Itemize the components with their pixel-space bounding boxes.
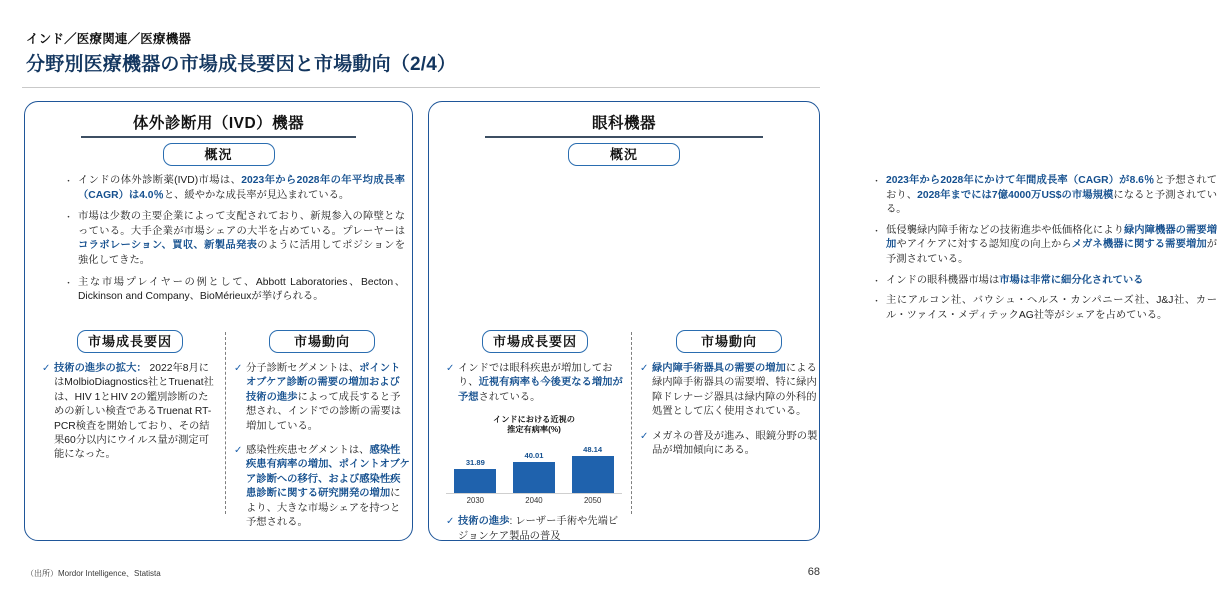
panel-ivd-growth-list: [42, 362, 218, 473]
list-item: ・ 市場は少数の主要企業によって支配されており、新規参入の障壁となっている。大手企業が市場シェアの大半を占めている。プレーヤーはコラボレーション、買収、新製品発表のように活用してポジションを強化してきた。: [65, 210, 405, 268]
list-item: ・ インドの体外診断薬(IVD)市場は、2023年から2028年の年平均成長率（CAGR）は4.0％と、緩やかな成長率が見込まれている。: [65, 174, 405, 203]
panel-ophthalmology-growth-column: [443, 330, 627, 542]
source-note: （出所）Mordor Intelligence、Statista: [26, 569, 161, 578]
panel-ophthalmology-overview-list: [873, 174, 1217, 329]
panel-ophthalmology-overview-label: 概況: [568, 143, 680, 166]
chart-x-tick: 2040: [525, 496, 543, 506]
panel-ophthalmology-trend-label: 市場動向: [676, 330, 782, 353]
panel-ophthalmology: [428, 101, 1217, 542]
list-item: ✓ メガネの普及が進み、眼鏡分野の製品が増加傾向にある。: [640, 430, 818, 459]
list-item: ✓ 分子診断セグメントは、ポイントオブケア診断の需要の増加および技術の進歩によって成長すると予想され、インドでの診断の需要は増加している。: [234, 362, 410, 434]
panel-ivd-trend-column: [231, 330, 413, 532]
chart-title-line-1: インドにおける近視の: [493, 415, 575, 425]
panel-ophthalmology-growth-list: [446, 362, 624, 554]
panel-ophthalmology-columns: [437, 330, 818, 542]
panel-ivd-columns: [33, 330, 410, 532]
column-divider: [225, 332, 226, 514]
chart-x-tick: 2030: [466, 496, 484, 506]
chart-bar-value-label: 31.89: [465, 458, 485, 468]
page-title: 分野別医療機器の市場成長要因と市場動向（2/4）: [26, 54, 457, 75]
chart-bar-value-label: 48.14: [583, 445, 603, 455]
list-item: ✓ 感染性疾患セグメントは、感染性疾患有病率の増加、ポイントオブケア診断への移行、および感染性疾患診断に関する研究開発の増加により、大きな市場シェアを持つと予想される。: [234, 444, 410, 530]
chart-bar: [454, 469, 496, 493]
list-item: ・ 2023年から2028年にかけて年間成長率（CAGR）が8.6％と予想されており、2028年までには7億4000万US$の市場規模になると予測されている。: [873, 174, 1217, 218]
panel-ivd-heading-underline: [81, 136, 356, 138]
panel-ophthalmology-growth-label: 市場成長要因: [482, 330, 588, 353]
panel-ivd-overview-label: 概況: [163, 143, 275, 166]
page-number: 68: [807, 566, 820, 578]
panel-ivd-heading: 体外診断用（IVD）機器: [132, 115, 305, 132]
breadcrumb-kicker: インド／医療関連／医療機器: [26, 32, 192, 46]
panel-ophthalmology-heading: 眼科機器: [591, 115, 656, 132]
panel-ivd-growth-label: 市場成長要因: [77, 330, 183, 353]
header-divider: [22, 87, 820, 88]
chart-x-tick: 2050: [583, 496, 602, 506]
column-divider: [631, 332, 632, 514]
list-item: ✓ インドでは眼科疾患が増加しており、近視有病率も今後更なる増加が予想されている。: [446, 362, 624, 405]
chart-bar-value-label: 40.01: [524, 451, 544, 461]
chart-plot-area: [446, 437, 622, 494]
list-item: ✓ 緑内障手術器具の需要の増加による緑内障手術器具の需要増、特に緑内障ドレナージ器具は緑内障の外科的処置として広く使用されている。: [640, 362, 818, 420]
list-item: ・ インドの眼科機器市場は市場は非常に細分化されている: [873, 274, 1217, 289]
list-item: ・ 主にアルコン社、バウシュ・ヘルス・カンパニーズ社、J&J社、カール・ツァイス・メディテックAG社等がシェアを占めている。: [873, 294, 1217, 323]
panel-ivd-trend-label: 市場動向: [269, 330, 375, 353]
myopia-prevalence-chart: [446, 415, 622, 507]
chart-x-axis: [446, 496, 622, 505]
chart-bar-group: [570, 437, 616, 493]
panel-ivd-trend-list: [234, 362, 410, 540]
chart-bar-group: [452, 437, 498, 493]
list-item: ✓ 技術の進歩: レーザー手術や先端ビジョンケア製品の普及: [446, 515, 624, 544]
panel-ivd: [24, 101, 413, 541]
list-item: ✓ 技術の進歩の拡大： 2022年8月にはMolbioDiagnostics社とTruenat社は、HIV 1とHIV 2の鑑別診断のための新しい検査であるTruenat RT-PCR検査を開始しており、その結果60分以内にウイルス量が測定可能になった。: [42, 362, 218, 463]
panel-ivd-overview-list: [65, 174, 405, 312]
chart-title-line-2: 推定有病率(%): [507, 425, 561, 435]
list-item: ・ 低侵襲緑内障手術などの技術進歩や低価格化により緑内障機器の需要増加やアイケアに対する認知度の向上からメガネ機器に関する需要増加が予測されている。: [873, 224, 1217, 268]
panel-ophthalmology-trend-column: [637, 330, 821, 532]
list-item: ・ 主な市場プレイヤーの例として、Abbott Laboratories、Becton、Dickinson and Company、BioMérieuxが挙げられる。: [65, 276, 405, 305]
chart-bar: [513, 462, 555, 493]
panel-ivd-growth-column: [39, 330, 221, 532]
chart-title: [446, 415, 622, 435]
panel-ophthalmology-trend-list: [640, 362, 818, 468]
chart-bar: [572, 456, 614, 493]
panel-ophthalmology-heading-underline: [485, 136, 763, 138]
chart-bar-group: [511, 437, 557, 493]
